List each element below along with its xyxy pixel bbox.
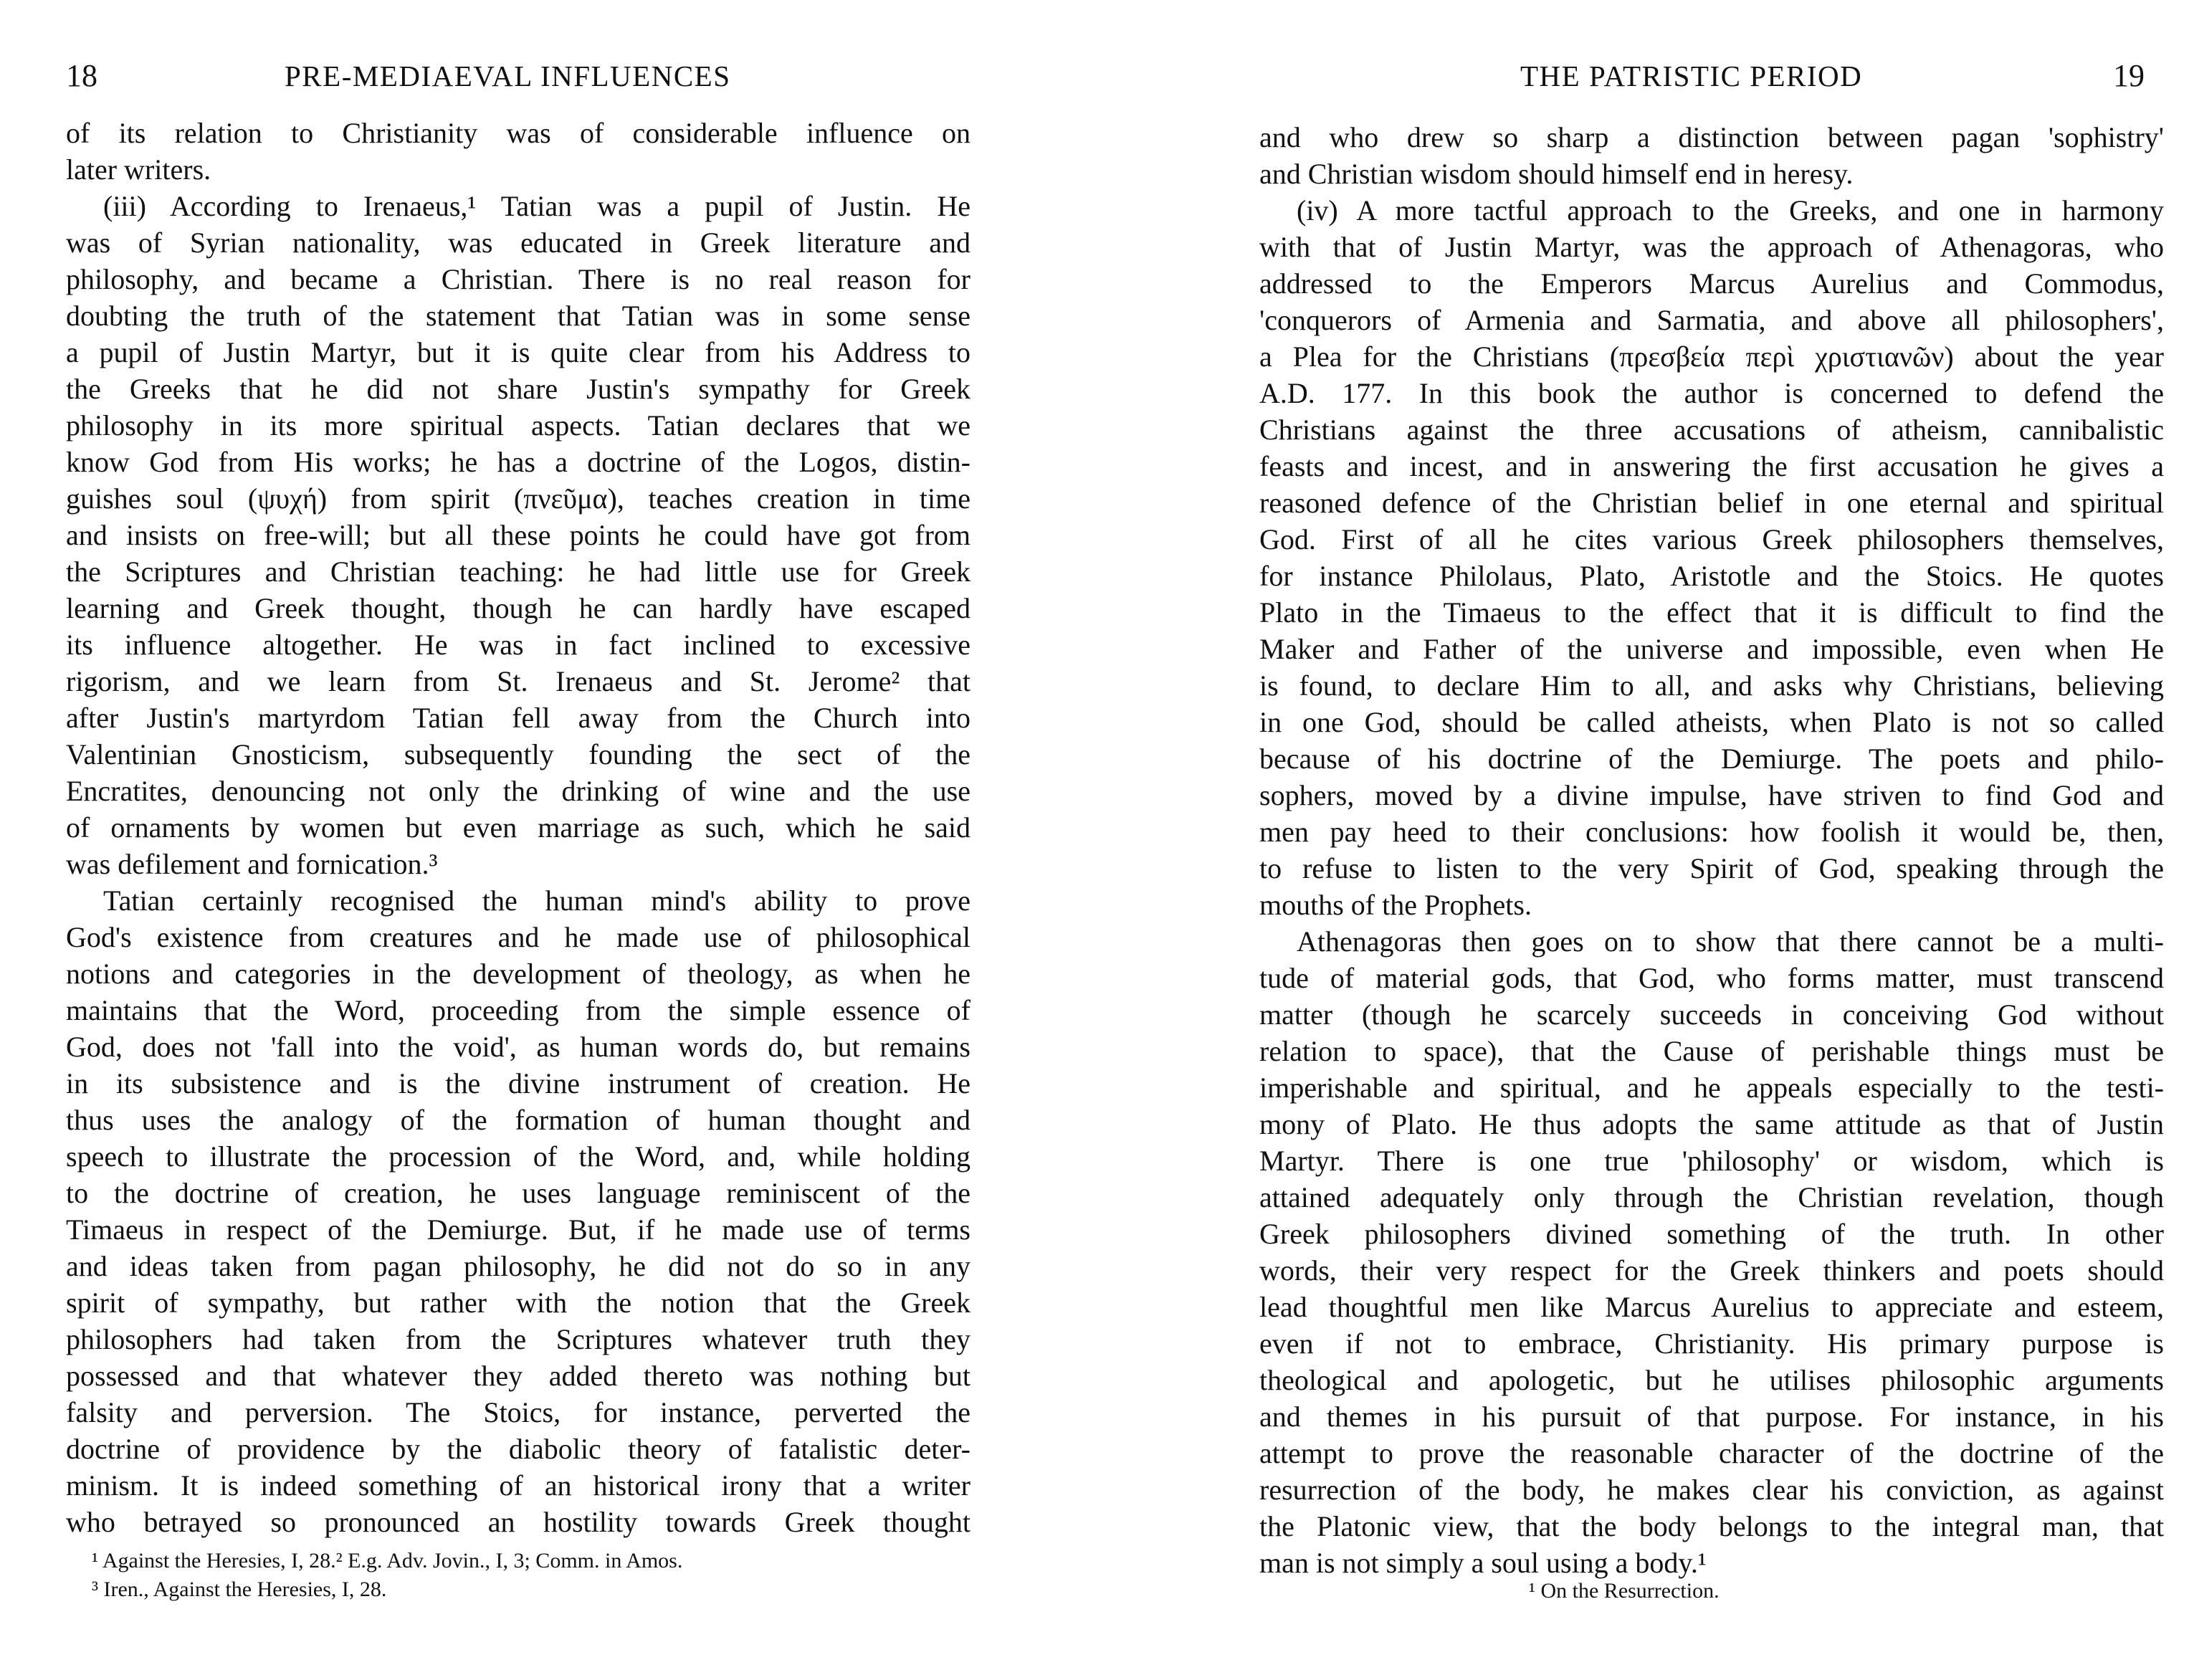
text-line: mony of Plato. He thus adopts the same attitude as that of Justin bbox=[1259, 1108, 2164, 1140]
text-line: attempt to prove the reasonable character of the doctrine of the bbox=[1259, 1437, 2164, 1469]
text-line: even if not to embrace, Christianity. His primary purpose is bbox=[1259, 1327, 2164, 1360]
text-line: Tatian certainly recognised the human mind's ability to prove bbox=[103, 884, 970, 917]
text-line: a Plea for the Christians (πρεσβεία περὶ χριστιανῶν) about the year bbox=[1259, 340, 2164, 373]
text-line: notions and categories in the development of theology, as when he bbox=[66, 958, 970, 990]
footnote-1: ¹ On the Resurrection. bbox=[1529, 1579, 1720, 1603]
text-line: with that of Justin Martyr, was the approach of Athenagoras, who bbox=[1259, 231, 2164, 263]
text-line: was of Syrian nationality, was educated in Greek literature and bbox=[66, 226, 970, 259]
text-line: later writers. bbox=[66, 153, 211, 186]
text-line: possessed and that whatever they added thereto was nothing but bbox=[66, 1360, 970, 1392]
text-line: philosophy in its more spiritual aspects. Tatian declares that we bbox=[66, 409, 970, 442]
text-line: the Platonic view, that the body belongs to the integral man, that bbox=[1259, 1510, 2164, 1542]
text-line: (iii) According to Irenaeus,¹ Tatian was a pupil of Justin. He bbox=[103, 190, 970, 222]
text-line: reasoned defence of the Christian belief in one eternal and spiritual bbox=[1259, 487, 2164, 519]
text-line: words, their very respect for the Greek thinkers and poets should bbox=[1259, 1254, 2164, 1287]
text-line: feasts and incest, and in answering the first accusation he gives a bbox=[1259, 450, 2164, 482]
footnote-3: ³ Iren., Against the Heresies, I, 28. bbox=[92, 1578, 387, 1601]
text-line: addressed to the Emperors Marcus Aurelius and Commodus, bbox=[1259, 267, 2164, 300]
text-line: the Greeks that he did not share Justin's sympathy for Greek bbox=[66, 373, 970, 405]
text-line: God's existence from creatures and he made use of philosophical bbox=[66, 921, 970, 953]
text-line: in its subsistence and is the divine instrument of creation. He bbox=[66, 1067, 970, 1099]
text-line: and insists on free-will; but all these points he could have got from bbox=[66, 519, 970, 551]
text-line: 'conquerors of Armenia and Sarmatia, and above all philosophers', bbox=[1259, 304, 2164, 336]
text-line: theological and apologetic, but he utilises philosophic arguments bbox=[1259, 1364, 2164, 1396]
text-line: spirit of sympathy, but rather with the notion that the Greek bbox=[66, 1287, 970, 1319]
text-line: Valentinian Gnosticism, subsequently founding the sect of the bbox=[66, 738, 970, 770]
text-line: who betrayed so pronounced an hostility towards Greek thought bbox=[66, 1506, 970, 1538]
text-line: Maker and Father of the universe and impossible, even when He bbox=[1259, 633, 2164, 665]
text-line: to the doctrine of creation, he uses language reminiscent of the bbox=[66, 1177, 970, 1209]
text-line: Greek philosophers divined something of the truth. In other bbox=[1259, 1218, 2164, 1250]
footnote-1: ¹ Against the Heresies, I, 28. bbox=[92, 1549, 336, 1572]
text-line: rigorism, and we learn from St. Irenaeus and St. Jerome² that bbox=[66, 665, 970, 697]
text-line: imperishable and spiritual, and he appeals especially to the testi- bbox=[1259, 1072, 2164, 1104]
text-line: God, does not 'fall into the void', as human words do, but remains bbox=[66, 1031, 970, 1063]
text-line: tude of material gods, that God, who forms matter, must transcend bbox=[1259, 962, 2164, 994]
page-number: 19 bbox=[2113, 58, 2145, 93]
text-line: lead thoughtful men like Marcus Aurelius to appreciate and esteem, bbox=[1259, 1291, 2164, 1323]
text-line: philosophers had taken from the Scriptures whatever truth they bbox=[66, 1323, 970, 1355]
text-line: doubting the truth of the statement that Tatian was in some sense bbox=[66, 300, 970, 332]
text-line: after Justin's martyrdom Tatian fell away from the Church into bbox=[66, 702, 970, 734]
text-line: minism. It is indeed something of an historical irony that a writer bbox=[66, 1469, 970, 1502]
text-line: and who drew so sharp a distinction between pagan 'sophistry' bbox=[1259, 121, 2164, 153]
running-head: PRE-MEDIAEVAL INFLUENCES bbox=[285, 59, 731, 92]
text-line: is found, to declare Him to all, and asks why Christians, believing bbox=[1259, 669, 2164, 702]
text-line: to refuse to listen to the very Spirit of God, speaking through the bbox=[1259, 852, 2164, 884]
text-line: and Christian wisdom should himself end in heresy. bbox=[1259, 158, 1854, 190]
text-line: in one God, should be called atheists, when Plato is not so called bbox=[1259, 706, 2164, 738]
text-line: attained adequately only through the Christian revelation, though bbox=[1259, 1181, 2164, 1213]
page-number: 18 bbox=[66, 58, 97, 93]
text-line: Timaeus in respect of the Demiurge. But, if he made use of terms bbox=[66, 1213, 970, 1246]
text-line: falsity and perversion. The Stoics, for instance, perverted the bbox=[66, 1396, 970, 1428]
body-text bbox=[66, 115, 970, 1540]
running-head: THE PATRISTIC PERIOD bbox=[1520, 59, 1863, 92]
text-line: learning and Greek thought, though he can hardly have escaped bbox=[66, 592, 970, 624]
text-line: because of his doctrine of the Demiurge. The poets and philo- bbox=[1259, 743, 2164, 775]
body-text bbox=[1259, 119, 2164, 1581]
text-line: the Scriptures and Christian teaching: he had little use for Greek bbox=[66, 555, 970, 588]
text-line: A.D. 177. In this book the author is concerned to defend the bbox=[1259, 377, 2164, 409]
footnote-2: ² E.g. Adv. Jovin., I, 3; Comm. in Amos. bbox=[335, 1549, 683, 1572]
text-line: for instance Philolaus, Plato, Aristotle and the Stoics. He quotes bbox=[1259, 560, 2164, 592]
text-line: guishes soul (ψυχή) from spirit (πνεῦμα), teaches creation in time bbox=[66, 482, 970, 515]
text-line: a pupil of Justin Martyr, but it is quite clear from his Address to bbox=[66, 336, 970, 368]
text-line: Encratites, denouncing not only the drinking of wine and the use bbox=[66, 775, 970, 807]
left-page bbox=[0, 0, 1094, 1680]
text-line: man is not simply a soul using a body.¹ bbox=[1259, 1547, 1707, 1579]
text-line: philosophy, and became a Christian. There is no real reason for bbox=[66, 263, 970, 295]
text-line: Christians against the three accusations of atheism, cannibalistic bbox=[1259, 414, 2164, 446]
text-line: of ornaments by women but even marriage as such, which he said bbox=[66, 811, 970, 844]
text-line: and themes in his pursuit of that purpose. For instance, in his bbox=[1259, 1400, 2164, 1433]
text-line: know God from His works; he has a doctrine of the Logos, distin- bbox=[66, 446, 970, 478]
text-line: and ideas taken from pagan philosophy, he did not do so in any bbox=[66, 1250, 970, 1282]
text-line: mouths of the Prophets. bbox=[1259, 889, 1532, 921]
right-page bbox=[1094, 0, 2189, 1680]
text-line: Plato in the Timaeus to the effect that it is difficult to find the bbox=[1259, 596, 2164, 629]
text-line: relation to space), that the Cause of perishable things must be bbox=[1259, 1035, 2164, 1067]
text-line: men pay heed to their conclusions: how foolish it would be, then, bbox=[1259, 816, 2164, 848]
footnotes bbox=[92, 1547, 981, 1604]
text-line: speech to illustrate the procession of the Word, and, while holding bbox=[66, 1140, 970, 1173]
text-line: Athenagoras then goes on to show that there cannot be a multi- bbox=[1297, 925, 2164, 958]
text-line: resurrection of the body, he makes clear his conviction, as against bbox=[1259, 1474, 2164, 1506]
text-line: Martyr. There is one true 'philosophy' or wisdom, which is bbox=[1259, 1145, 2164, 1177]
text-line: maintains that the Word, proceeding from the simple essence of bbox=[66, 994, 970, 1026]
text-line: (iv) A more tactful approach to the Greeks, and one in harmony bbox=[1297, 194, 2164, 226]
text-line: of its relation to Christianity was of considerable influence on bbox=[66, 117, 970, 149]
text-line: its influence altogether. He was in fact inclined to excessive bbox=[66, 629, 970, 661]
text-line: God. First of all he cites various Greek philosophers themselves, bbox=[1259, 523, 2164, 555]
text-line: was defilement and fornication.³ bbox=[66, 848, 438, 880]
text-line: sophers, moved by a divine impulse, have striven to find God and bbox=[1259, 779, 2164, 811]
text-line: thus uses the analogy of the formation of human thought and bbox=[66, 1104, 970, 1136]
text-line: matter (though he scarcely succeeds in conceiving God without bbox=[1259, 998, 2164, 1031]
text-line: doctrine of providence by the diabolic theory of fatalistic deter- bbox=[66, 1433, 970, 1465]
footnotes bbox=[1529, 1577, 2031, 1605]
